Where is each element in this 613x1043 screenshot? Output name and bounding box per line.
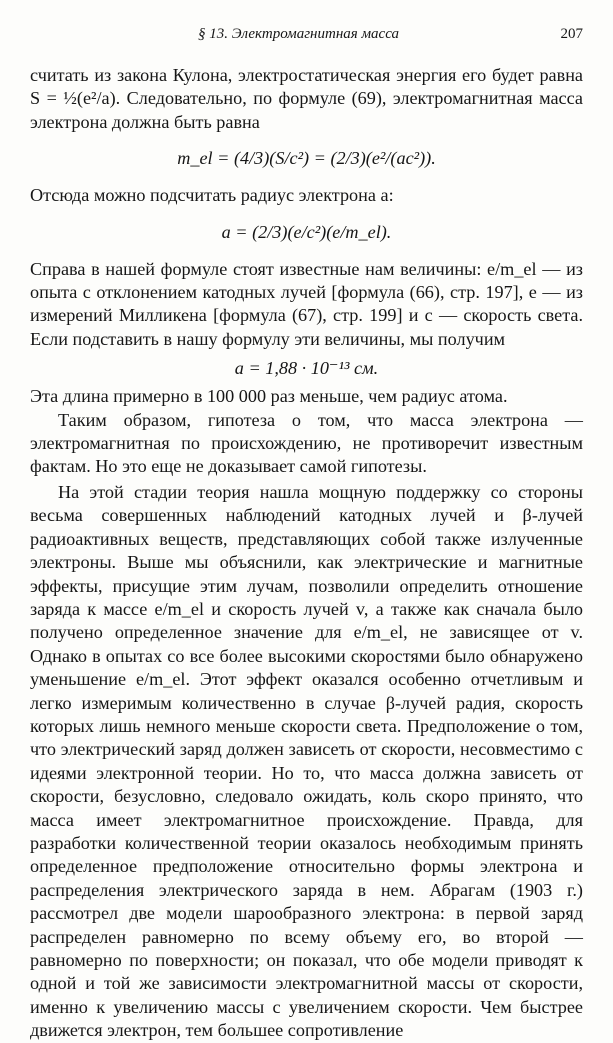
paragraph-2: Отсюда можно подсчитать радиус электрона a:	[30, 185, 394, 206]
running-head: § 13. Электромагнитная масса	[198, 26, 399, 42]
paragraph-3: Справа в нашей формуле стоят известные нам величины: e/m_el — из опыта с отклонением катодных лучей [формула (66), стр. 197], e — из измерений Милликена [формула (67), стр. 199] и c — скорость света. Если подставить в нашу формулу эти величины, мы получим	[30, 258, 583, 349]
equation-electron-radius: a = (2/3)(e/c²)(e/m_el).	[221, 221, 392, 242]
book-page	[30, 18, 583, 1043]
equation-radius-value: a = 1,88 · 10⁻¹³ см.	[234, 358, 379, 379]
paragraph-5: Таким образом, гипотеза о том, что масса электрона — электромагнитная по происхождению, не противоречит известным фактам. Но это еще не доказывает самой гипотезы.	[30, 409, 583, 477]
page-header	[30, 18, 583, 44]
paragraph-1: считать из закона Кулона, электростатическая энергия его будет равна S = ½(e²/a). Следовательно, по формуле (69), электромагнитная масса электрона должна быть равна	[30, 65, 583, 132]
page-number: 207	[560, 26, 583, 42]
paragraph-4: Эта длина примерно в 100 000 раз меньше, чем радиус атома.	[30, 386, 508, 407]
equation-electromagnetic-mass: m_el = (4/3)(S/c²) = (2/3)(e²/(ac²)).	[177, 148, 436, 169]
paragraph-6: На этой стадии теория нашла мощную поддержку со стороны весьма совершенных наблюдений катодных лучей и β-лучей радиоактивных веществ, представляющих собой также излученные электроны. Выше мы объяснили, как электрические и магнитные эффекты, присущие этим лучам, позволили определить отношение заряда к массе e/m_el и скорость лучей v, а также как сначала было получено определенное значение для e/m_el, не зависящее от v. Однако в опытах со все более высокими скоростями было обнаружено уменьшение e/m_el. Этот эффект оказался особенно отчетливым и легко измеримым количественно в случае β-лучей радия, скорость которых лишь немного меньше скорости света. Предположение о том, что электрический заряд должен зависеть от скорости, несовместимо с идеями электронной теории. Но то, что масса должна зависеть от скорости, безусловно, следовало ожидать, коль скоро принято, что масса имеет электромагнитное происхождение. Правда, для разработки количественной теории оказалось необходимым принять определенное предположение относительно формы электрона и распределения электрического заряда в нем. Абрагам (1903 г.) рассмотрел две модели шарообразного электрона: в первой заряд распределен равномерно по всему объему его, во второй — равномерно по поверхности; он показал, что обе модели приводят к одной и той же зависимости электромагнитной массы от скорости, именно к увеличению массы с увеличением скорости. Чем быстрее движется электрон, тем большее сопротивление	[30, 481, 583, 1041]
